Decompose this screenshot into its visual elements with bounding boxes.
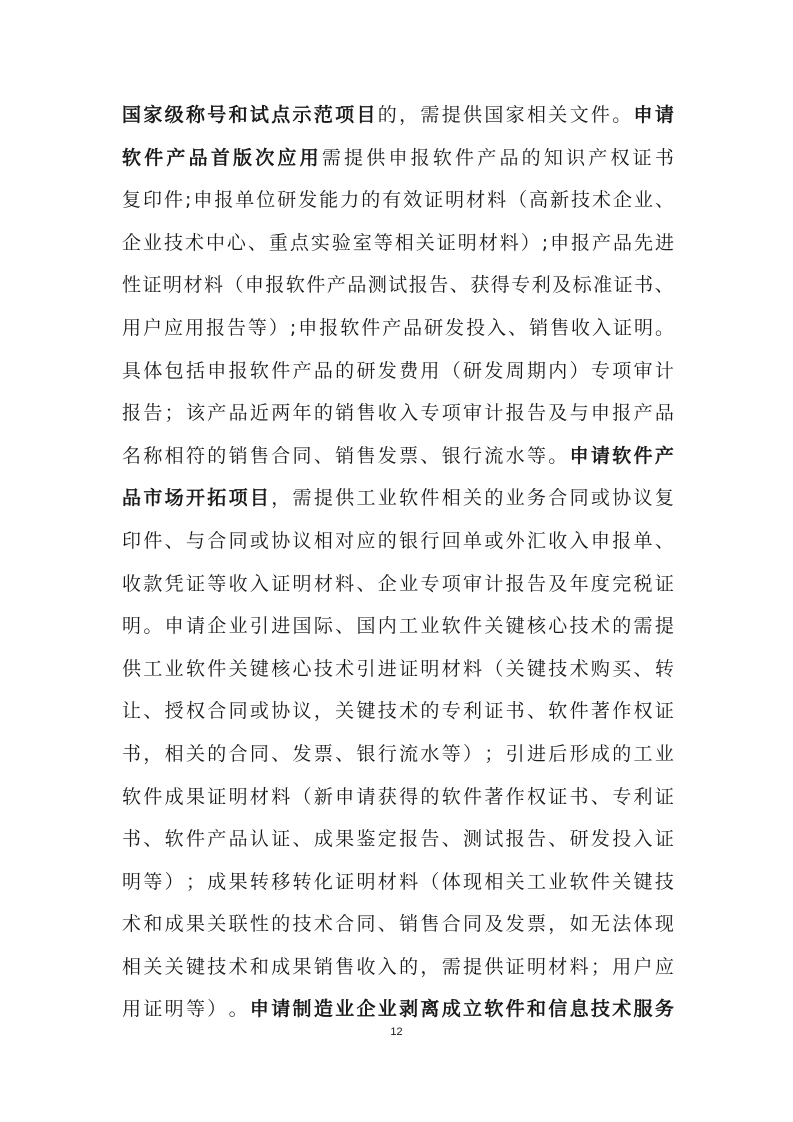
text-line: 软 件 成 果 证 明 材 料 （ 新 申 请 获 得 的 软 件 著 作 权 证 书 、 专 利 证 [122, 785, 674, 808]
text-line: 供 工 业 软 件 关 键 核 心 技 术 引 进 证 明 材 料 （ 关 键 技 术 购 买 、 转 [122, 657, 674, 680]
text-line: 复 印 件 ; 申 报 单 位 研 发 能 力 的 有 效 证 明 材 料 （ 高 新 技 术 企 业 、 [122, 189, 674, 212]
text-line: 术 和 成 果 关 联 性 的 技 术 合 同 、 销 售 合 同 及 发 票 ， 如 无 法 体 现 [122, 913, 674, 936]
text-line: 书 ， 相 关 的 合 同 、 发 票 、 银 行 流 水 等 ） ； 引 进 后 形 成 的 工 业 [122, 742, 674, 765]
text-line: 具 体 包 括 申 报 软 件 产 品 的 研 发 费 用 （ 研 发 周 期 内 ） 专 项 审 计 [122, 359, 674, 382]
text-line: 收 款 凭 证 等 收 入 证 明 材 料 、 企 业 专 项 审 计 报 告 及 年 度 完 税 证 [122, 572, 674, 595]
text-line: 用 证 明 等 ） 。 申 请 制 造 业 企 业 剥 离 成 立 软 件 和 信 息 技 术 服 务 [122, 998, 674, 1021]
text-line: 报 告 ； 该 产 品 近 两 年 的 销 售 收 入 专 项 审 计 报 告 及 与 申 报 产 品 [122, 402, 674, 425]
text-line: 印 件 、 与 合 同 或 协 议 相 对 应 的 银 行 回 单 或 外 汇 收 入 申 报 单 、 [122, 529, 674, 552]
text-line: 书 、 软 件 产 品 认 证 、 成 果 鉴 定 报 告 、 测 试 报 告 、 研 发 投 入 证 [122, 828, 674, 851]
text-line: 明 。 申 请 企 业 引 进 国 际 、 国 内 工 业 软 件 关 键 核 心 技 术 的 需 提 [122, 615, 674, 638]
body-text [122, 94, 674, 1031]
text-line: 相 关 关 键 技 术 和 成 果 销 售 收 入 的 ， 需 提 供 证 明 材 料 ； 用 户 应 [122, 955, 674, 978]
text-line: 性 证 明 材 料 （ 申 报 软 件 产 品 测 试 报 告 、 获 得 专 利 及 标 准 证 书 、 [122, 274, 674, 297]
text-line: 明 等 ） ； 成 果 转 移 转 化 证 明 材 料 （ 体 现 相 关 工 业 软 件 关 键 技 [122, 870, 674, 893]
text-line: 让 、 授 权 合 同 或 协 议 ， 关 键 技 术 的 专 利 证 书 、 软 件 著 作 权 证 [122, 700, 674, 723]
page-number: 12 [390, 1026, 403, 1038]
text-line: 软 件 产 品 首 版 次 应 用 需 提 供 申 报 软 件 产 品 的 知 识 产 权 证 书 [122, 146, 674, 169]
text-line: 名 称 相 符 的 销 售 合 同 、 销 售 发 票 、 银 行 流 水 等 。 申 请 软 件 产 [122, 444, 674, 467]
text-line: 用 户 应 用 报 告 等 ） ; 申 报 软 件 产 品 研 发 投 入 、 销 售 收 入 证 明 。 [122, 316, 674, 339]
text-line: 企 业 技 术 中 心 、 重 点 实 验 室 等 相 关 证 明 材 料 ） ; 申 报 产 品 先 进 [122, 231, 674, 254]
text-line: 国 家 级 称 号 和 试 点 示 范 项 目 的 ， 需 提 供 国 家 相 关 文 件 。 申 请 [122, 104, 674, 126]
text-line: 品 市 场 开 拓 项 目 ， 需 提 供 工 业 软 件 相 关 的 业 务 合 同 或 协 议 复 [122, 487, 674, 510]
